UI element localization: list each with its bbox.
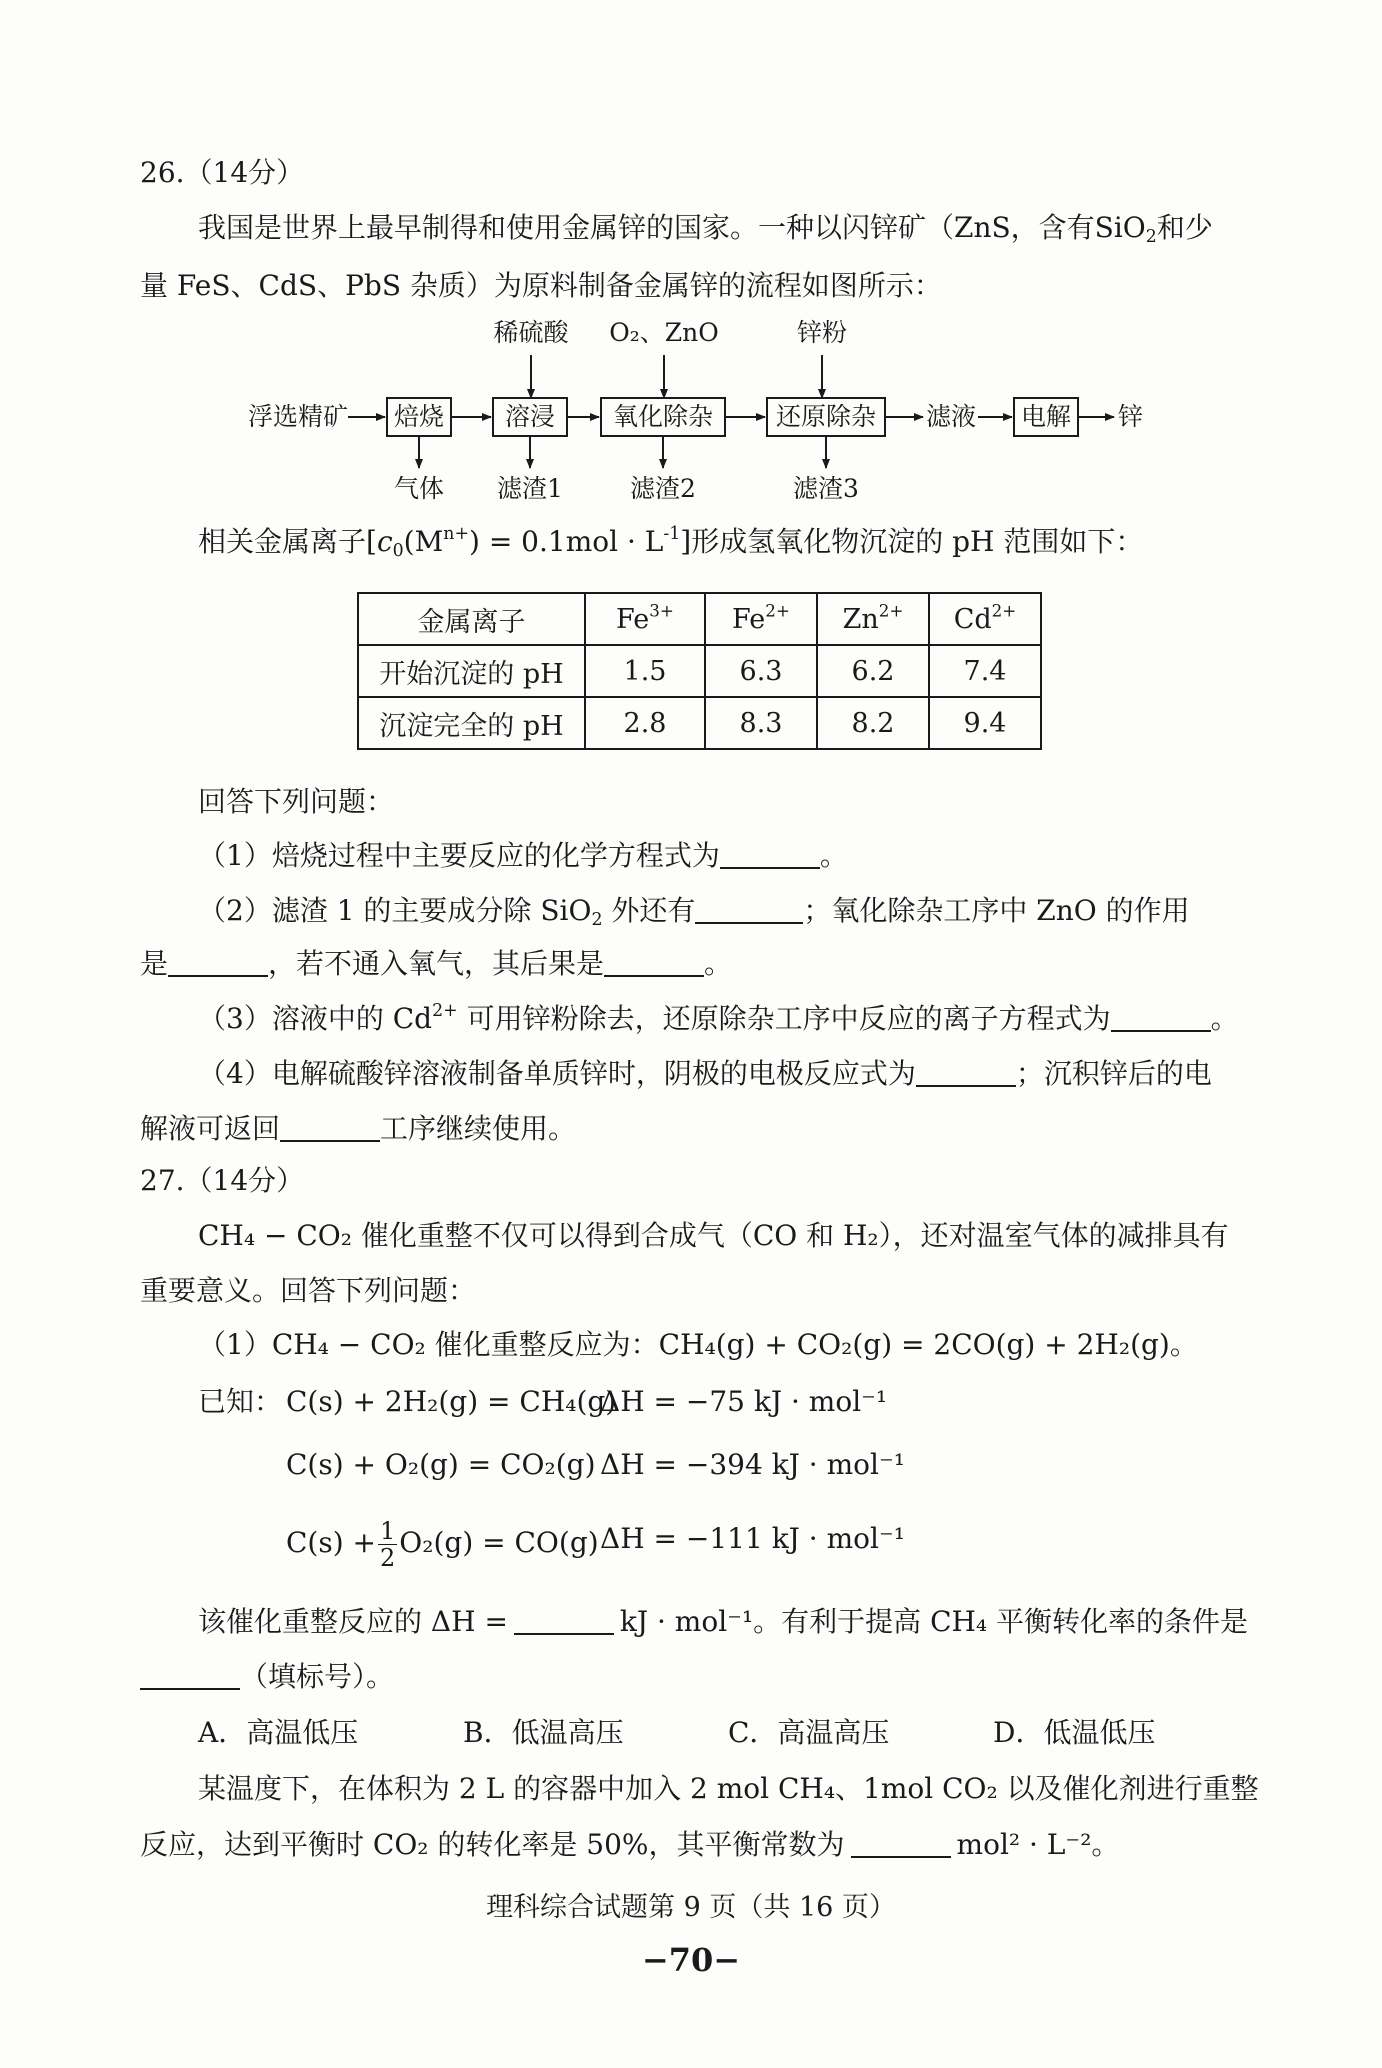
table-header-cell: $Fe^{3+}$ xyxy=(585,593,705,645)
table-intro-c: c xyxy=(376,525,393,558)
q27-intro-line1: CH₄ − CO₂ 催化重整不仅可以得到合成气（CO 和 H₂），还对温室气体的减排具有 xyxy=(198,1219,1229,1252)
table-cell: 6.3 xyxy=(705,645,817,697)
q27-dh-question: 该催化重整反应的 ΔH = kJ · mol⁻¹。有利于提高 CH₄ 平衡转化率的条件是 xyxy=(198,1605,1249,1638)
table-header-cell: $Cd^{2+}$ xyxy=(929,593,1041,645)
output-residue-1: 滤渣1 xyxy=(497,474,563,503)
q26-intro-text-end: 和少 xyxy=(1156,211,1213,244)
reagent-oxygen-zno: O₂、ZnO xyxy=(609,318,719,347)
q26-intro-line2: 量 FeS、CdS、PbS 杂质）为原料制备金属锌的流程如图所示： xyxy=(140,269,942,302)
q26-intro-text: 我国是世界上最早制得和使用金属锌的国家。一种以闪锌矿（ZnS，含有SiO xyxy=(198,211,1146,244)
answer-blank[interactable] xyxy=(851,1830,951,1858)
enthalpy-3: ΔH = −111 kJ · mol⁻¹ xyxy=(600,1522,905,1555)
q26-intro-line1 xyxy=(198,210,1213,246)
box-oxidation xyxy=(601,398,725,436)
q27-intro-line2: 重要意义。回答下列问题： xyxy=(140,1274,477,1307)
table-header-cell: $Fe^{2+}$ xyxy=(705,593,817,645)
equation-2: C(s) + O₂(g) = CO₂(g) xyxy=(286,1448,596,1481)
q27-header: 27.（14分） xyxy=(140,1164,305,1197)
table-cell: 6.2 xyxy=(817,645,929,697)
table-row xyxy=(358,645,1041,697)
table-intro xyxy=(198,524,1143,560)
box-roast-label: 焙烧 xyxy=(393,402,445,431)
q26-sub2-line1: （2）滤渣 1 的主要成分除 SiO$_2$ 外还有 ；氧化除杂工序中 ZnO 的作用 xyxy=(198,894,1190,931)
answer-blank[interactable] xyxy=(916,1059,1016,1087)
table-cell: 1.5 xyxy=(585,645,705,697)
box-reduction-label: 还原除杂 xyxy=(775,402,877,431)
q26-sub4-line2: 解液可返回 工序继续使用。 xyxy=(140,1112,577,1145)
answer-blank[interactable] xyxy=(140,1662,240,1690)
q26-header: 26.（14分） xyxy=(140,156,305,189)
reagent-zinc-powder: 锌粉 xyxy=(796,318,848,347)
product-zinc-label: 锌 xyxy=(1118,402,1144,431)
q26-intro-sub: 2 xyxy=(1145,227,1157,248)
option-b[interactable]: B．低温高压 xyxy=(463,1716,624,1749)
table-intro-sup: n+ xyxy=(443,523,469,544)
answer-blank[interactable] xyxy=(1111,1004,1211,1032)
box-reduction xyxy=(767,398,885,436)
answer-blank[interactable] xyxy=(514,1607,614,1635)
q27-options xyxy=(198,1715,1155,1751)
q27-equilibrium-line2: 反应，达到平衡时 CO₂ 的转化率是 50%，其平衡常数为 mol² · L⁻²。 xyxy=(140,1828,1120,1861)
table-intro-c-sub: 0 xyxy=(392,541,404,562)
answer-blank[interactable] xyxy=(720,841,820,869)
table-intro-a: 相关金属离子[ xyxy=(198,525,377,558)
box-leach-label: 溶浸 xyxy=(504,402,556,431)
table-cell: 7.4 xyxy=(929,645,1041,697)
answer-blank[interactable] xyxy=(695,896,803,924)
table-header-cell: $Zn^{2+}$ xyxy=(817,593,929,645)
answer-blank[interactable] xyxy=(280,1114,380,1142)
table-row-label: 开始沉淀的 pH xyxy=(358,645,585,697)
box-leach xyxy=(493,398,567,436)
q26-sub3: （3）溶液中的 $Cd^{2+}$ 可用锌粉除去，还原除杂工序中反应的离子方程式为 。 xyxy=(198,1000,1239,1035)
ph-range-table xyxy=(357,592,1042,750)
known-label: 已知： xyxy=(198,1385,283,1418)
table-header-row xyxy=(358,593,1041,645)
q26-prompt: 回答下列问题： xyxy=(198,785,395,818)
reagent-dilute-sulfuric-acid: 稀硫酸 xyxy=(493,318,569,347)
table-header-cell: 金属离子 xyxy=(358,593,585,645)
table-intro-b: (M xyxy=(403,525,444,558)
output-gas: 气体 xyxy=(393,474,445,503)
table-row xyxy=(358,697,1041,749)
q27-sub1: （1）CH₄ − CO₂ 催化重整反应为：CH₄(g) + CO₂(g) = 2CO(g) + 2H₂(g)。 xyxy=(198,1328,1198,1361)
enthalpy-2: ΔH = −394 kJ · mol⁻¹ xyxy=(600,1448,905,1481)
box-electrolysis xyxy=(1014,398,1078,436)
box-roast xyxy=(387,398,451,436)
table-cell: 2.8 xyxy=(585,697,705,749)
option-a[interactable]: A．高温低压 xyxy=(198,1716,359,1749)
q26-sub1: （1）焙烧过程中主要反应的化学方程式为 。 xyxy=(198,839,848,872)
raw-material-label: 浮选精矿 xyxy=(248,402,349,431)
page-number: −70− xyxy=(641,1941,741,1979)
box-oxidation-label: 氧化除杂 xyxy=(612,402,714,431)
output-residue-2: 滤渣2 xyxy=(630,474,696,503)
process-flow-diagram xyxy=(0,0,1382,520)
q26-sub2-line2: 是 ，若不通入氧气，其后果是 。 xyxy=(140,947,733,980)
page-info-footer: 理科综合试题第 9 页（共 16 页） xyxy=(486,1892,896,1923)
table-row-label: 沉淀完全的 pH xyxy=(358,697,585,749)
q27-equilibrium-line1: 某温度下，在体积为 2 L 的容器中加入 2 mol CH₄、1mol CO₂ 以及催化剂进行重整 xyxy=(198,1772,1259,1805)
equation-1: C(s) + 2H₂(g) = CH₄(g) xyxy=(286,1385,617,1418)
answer-blank[interactable] xyxy=(604,949,704,977)
equation-3: C(s) + $\frac{1}{2}$ O₂(g) = CO(g) xyxy=(286,1517,599,1572)
q27-dh-question-line2: （填标号）。 xyxy=(140,1659,394,1695)
output-residue-3: 滤渣3 xyxy=(793,474,859,503)
option-d[interactable]: D．低温低压 xyxy=(993,1716,1156,1749)
filtrate-label: 滤液 xyxy=(926,402,977,431)
answer-blank[interactable] xyxy=(168,949,268,977)
enthalpy-1: ΔH = −75 kJ · mol⁻¹ xyxy=(600,1385,888,1418)
table-cell: 8.2 xyxy=(817,697,929,749)
one-half-fraction: $\frac{1}{2}$ xyxy=(380,1517,396,1572)
option-c[interactable]: C．高温高压 xyxy=(728,1716,890,1749)
table-intro-sup2: -1 xyxy=(663,523,681,544)
table-cell: 9.4 xyxy=(929,697,1041,749)
q26-sub4-line1: （4）电解硫酸锌溶液制备单质锌时，阴极的电极反应式为 ；沉积锌后的电 xyxy=(198,1057,1212,1090)
table-intro-e: ]形成氢氧化物沉淀的 pH 范围如下： xyxy=(680,525,1144,558)
table-cell: 8.3 xyxy=(705,697,817,749)
table-intro-d: ) = 0.1mol · L xyxy=(469,525,664,558)
box-electrolysis-label: 电解 xyxy=(1020,402,1072,431)
